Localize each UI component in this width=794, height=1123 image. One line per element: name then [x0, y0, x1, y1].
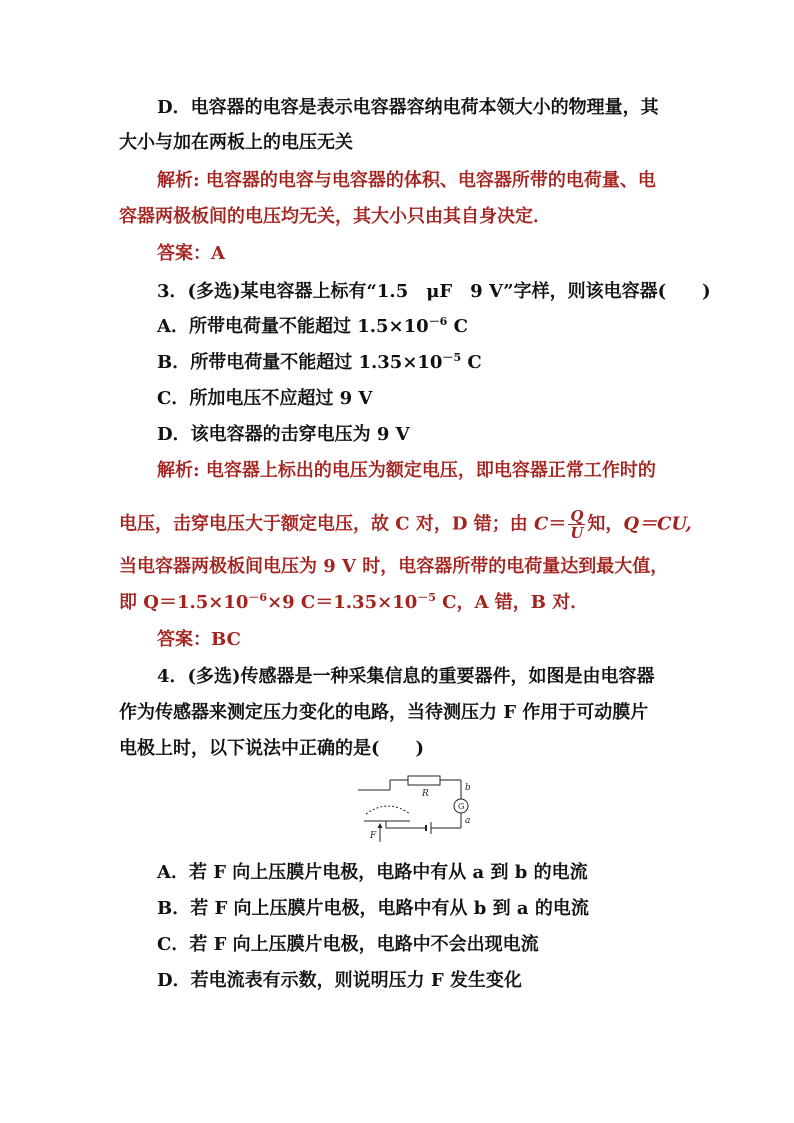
galvanometer-label: G	[458, 802, 465, 811]
q3-analysis-text4: 即 Q＝1.5×10	[119, 592, 249, 613]
q3-option-b-unit: C	[461, 352, 482, 373]
formula-equals: ＝	[548, 513, 567, 535]
q2-analysis-line1	[157, 169, 656, 193]
force-arrowhead	[378, 823, 383, 828]
q3-analysis-text2-end: Q＝CU,	[623, 513, 692, 535]
q3-option-a-exponent: －6	[428, 315, 448, 328]
q3-analysis-exponent1: －6	[248, 591, 268, 604]
q3-option-a-unit: C	[447, 316, 468, 337]
answer-label: 答案：	[157, 243, 211, 264]
formula-lhs: C	[534, 513, 549, 535]
q4-option-d: D．若电流表有示数，则说明压力 F 发生变化	[157, 970, 522, 991]
q3-option-b-text: B．所带电荷量不能超过 1.35×10	[157, 352, 443, 373]
analysis-label: 解析	[157, 170, 193, 191]
q3-analysis-text4-mid: ×9 C＝1.35×10	[267, 592, 418, 613]
q3-stem: 3．(多选)某电容器上标有“1.5 μF 9 V”字样，则该电容器( )	[157, 281, 711, 302]
q3-analysis-line1	[157, 459, 656, 483]
q3-option-b-exponent: －5	[442, 351, 462, 364]
q2-answer	[157, 242, 225, 266]
node-a-label: a	[465, 816, 471, 826]
force-label: F	[370, 831, 377, 841]
q3-option-b	[157, 351, 482, 375]
q3-answer	[157, 628, 241, 652]
q3-analysis-text2: 电压，击穿电压大于额定电压，故 C 对，D 错；由	[119, 513, 534, 535]
q4-option-b: B．若 F 向上压膜片电极，电路中有从 b 到 a 的电流	[157, 898, 589, 919]
answer-value: A	[211, 243, 225, 264]
q2-analysis-text1: : 电容器的电容与电容器的体积、电容器所带的电荷量、电	[193, 170, 656, 191]
circuit-diagram	[358, 768, 478, 848]
q4-option-c: C．若 F 向上压膜片电极，电路中不会出现电流	[157, 934, 539, 955]
answer-value: BC	[211, 629, 241, 650]
q3-option-a-text: A．所带电荷量不能超过 1.5×10	[157, 316, 429, 337]
q3-option-d: D．该电容器的击穿电压为 9 V	[157, 424, 410, 445]
q2-option-d-line1: D．电容器的电容是表示电容器容纳电荷本领大小的物理量，其	[157, 97, 659, 118]
q4-stem-line1: 4．(多选)传感器是一种采集信息的重要器件，如图是由电容器	[157, 666, 655, 687]
q3-analysis-exponent2: －5	[417, 591, 436, 604]
resistor	[408, 776, 440, 785]
resistor-label: R	[422, 789, 429, 799]
deformed-membrane	[366, 806, 410, 814]
q3-analysis-line3: 当电容器两极板间电压为 9 V 时，电容器所带的电荷量达到最大值，	[119, 556, 669, 577]
formula-numerator: Q	[570, 507, 584, 525]
q3-option-c: C．所加电压不应超过 9 V	[157, 388, 373, 409]
q2-analysis-line2: 容器两极板间的电压均无关，其大小只由其自身决定．	[119, 206, 551, 227]
q3-analysis-line4	[119, 591, 588, 615]
formula-denominator: U	[570, 524, 584, 542]
q3-analysis-line2	[119, 508, 692, 541]
q3-analysis-text2-mid: 知，	[587, 513, 624, 535]
q4-stem-line3: 电极上时，以下说法中正确的是( )	[119, 738, 425, 759]
q4-stem-line2: 作为传感器来测定压力变化的电路，当待测压力 F 作用于可动膜片	[119, 702, 649, 723]
answer-label: 答案：	[157, 629, 211, 650]
q3-option-a	[157, 315, 468, 339]
formula-fraction	[568, 508, 585, 541]
analysis-label: 解析	[157, 460, 193, 481]
node-b-label: b	[465, 783, 471, 793]
q4-option-a: A．若 F 向上压膜片电极，电路中有从 a 到 b 的电流	[157, 862, 588, 883]
q3-analysis-text1: : 电容器上标出的电压为额定电压，即电容器正常工作时的	[193, 460, 656, 481]
q3-analysis-text4-end: C，A 错，B 对．	[435, 592, 589, 613]
q2-option-d-line2: 大小与加在两板上的电压无关	[119, 132, 353, 153]
